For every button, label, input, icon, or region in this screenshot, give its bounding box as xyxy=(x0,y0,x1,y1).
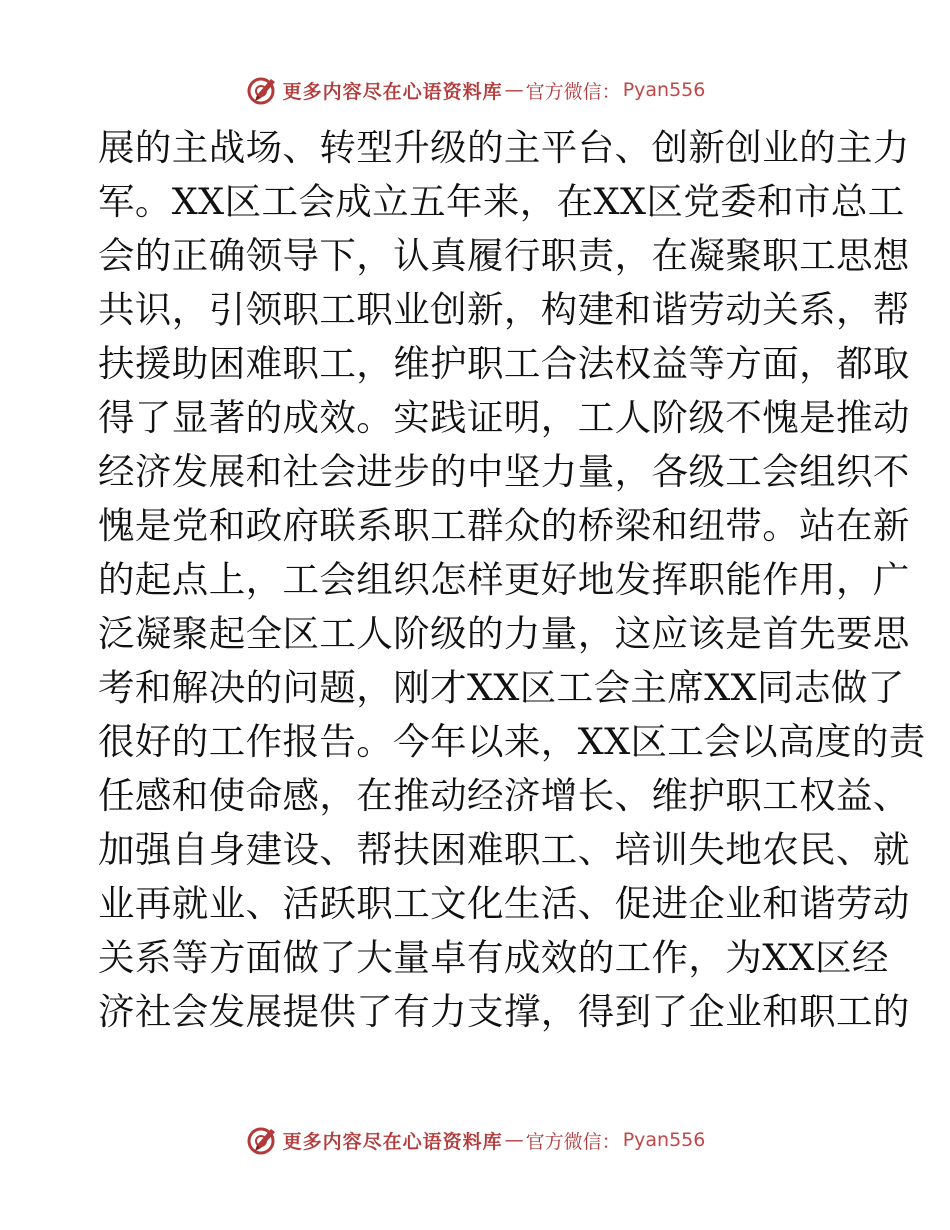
header-banner xyxy=(0,70,950,110)
header-brand: 更多内容尽在心语资料库 xyxy=(282,80,503,103)
body-line: 业再就业、活跃职工文化生活、促进企业和谐劳动 xyxy=(98,882,910,925)
pen-logo-icon xyxy=(245,73,279,107)
body-line: 愧是党和政府联系职工群众的桥梁和纽带。站在新 xyxy=(98,504,910,547)
body-line: 展的主战场、转型升级的主平台、创新创业的主力 xyxy=(98,126,910,169)
footer-banner xyxy=(0,1120,950,1160)
body-line: 扶援助困难职工，维护职工合法权益等方面，都取 xyxy=(98,342,910,385)
body-line: 共识，引领职工职业创新，构建和谐劳动关系，帮 xyxy=(98,288,910,331)
body-line: 军。XX区工会成立五年来，在XX区党委和市总工 xyxy=(98,180,905,223)
body-line: 很好的工作报告。今年以来，XX区工会以高度的责 xyxy=(98,720,926,763)
body-line: 泛凝聚起全区工人阶级的力量，这应该是首先要思 xyxy=(98,612,910,655)
footer-dash: — xyxy=(504,1129,524,1151)
body-line: 的起点上，工会组织怎样更好地发挥职能作用，广 xyxy=(98,558,910,601)
body-line: 得了显著的成效。实践证明，工人阶级不愧是推动 xyxy=(98,396,910,439)
body-line: 关系等方面做了大量卓有成效的工作，为XX区经 xyxy=(98,936,889,979)
header-wechat-label: 官方微信： xyxy=(525,80,621,103)
header-dash: — xyxy=(504,79,524,101)
body-line: 考和解决的问题，刚才XX区工会主席XX同志做了 xyxy=(98,666,905,709)
body-line: 济社会发展提供了有力支撑，得到了企业和职工的 xyxy=(98,990,910,1033)
footer-brand: 更多内容尽在心语资料库 xyxy=(282,1130,503,1153)
footer-wechat-id: Pyan556 xyxy=(622,1129,706,1151)
body-line: 任感和使命感，在推动经济增长、维护职工权益、 xyxy=(98,774,910,817)
header-wechat-id: Pyan556 xyxy=(622,79,706,101)
pen-logo-icon xyxy=(245,1123,279,1157)
body-line: 会的正确领导下，认真履行职责，在凝聚职工思想 xyxy=(98,234,910,277)
document-body xyxy=(98,121,926,1039)
footer-wechat-label: 官方微信： xyxy=(525,1130,621,1153)
body-line: 经济发展和社会进步的中坚力量，各级工会组织不 xyxy=(98,450,910,493)
body-line: 加强自身建设、帮扶困难职工、培训失地农民、就 xyxy=(98,828,910,871)
